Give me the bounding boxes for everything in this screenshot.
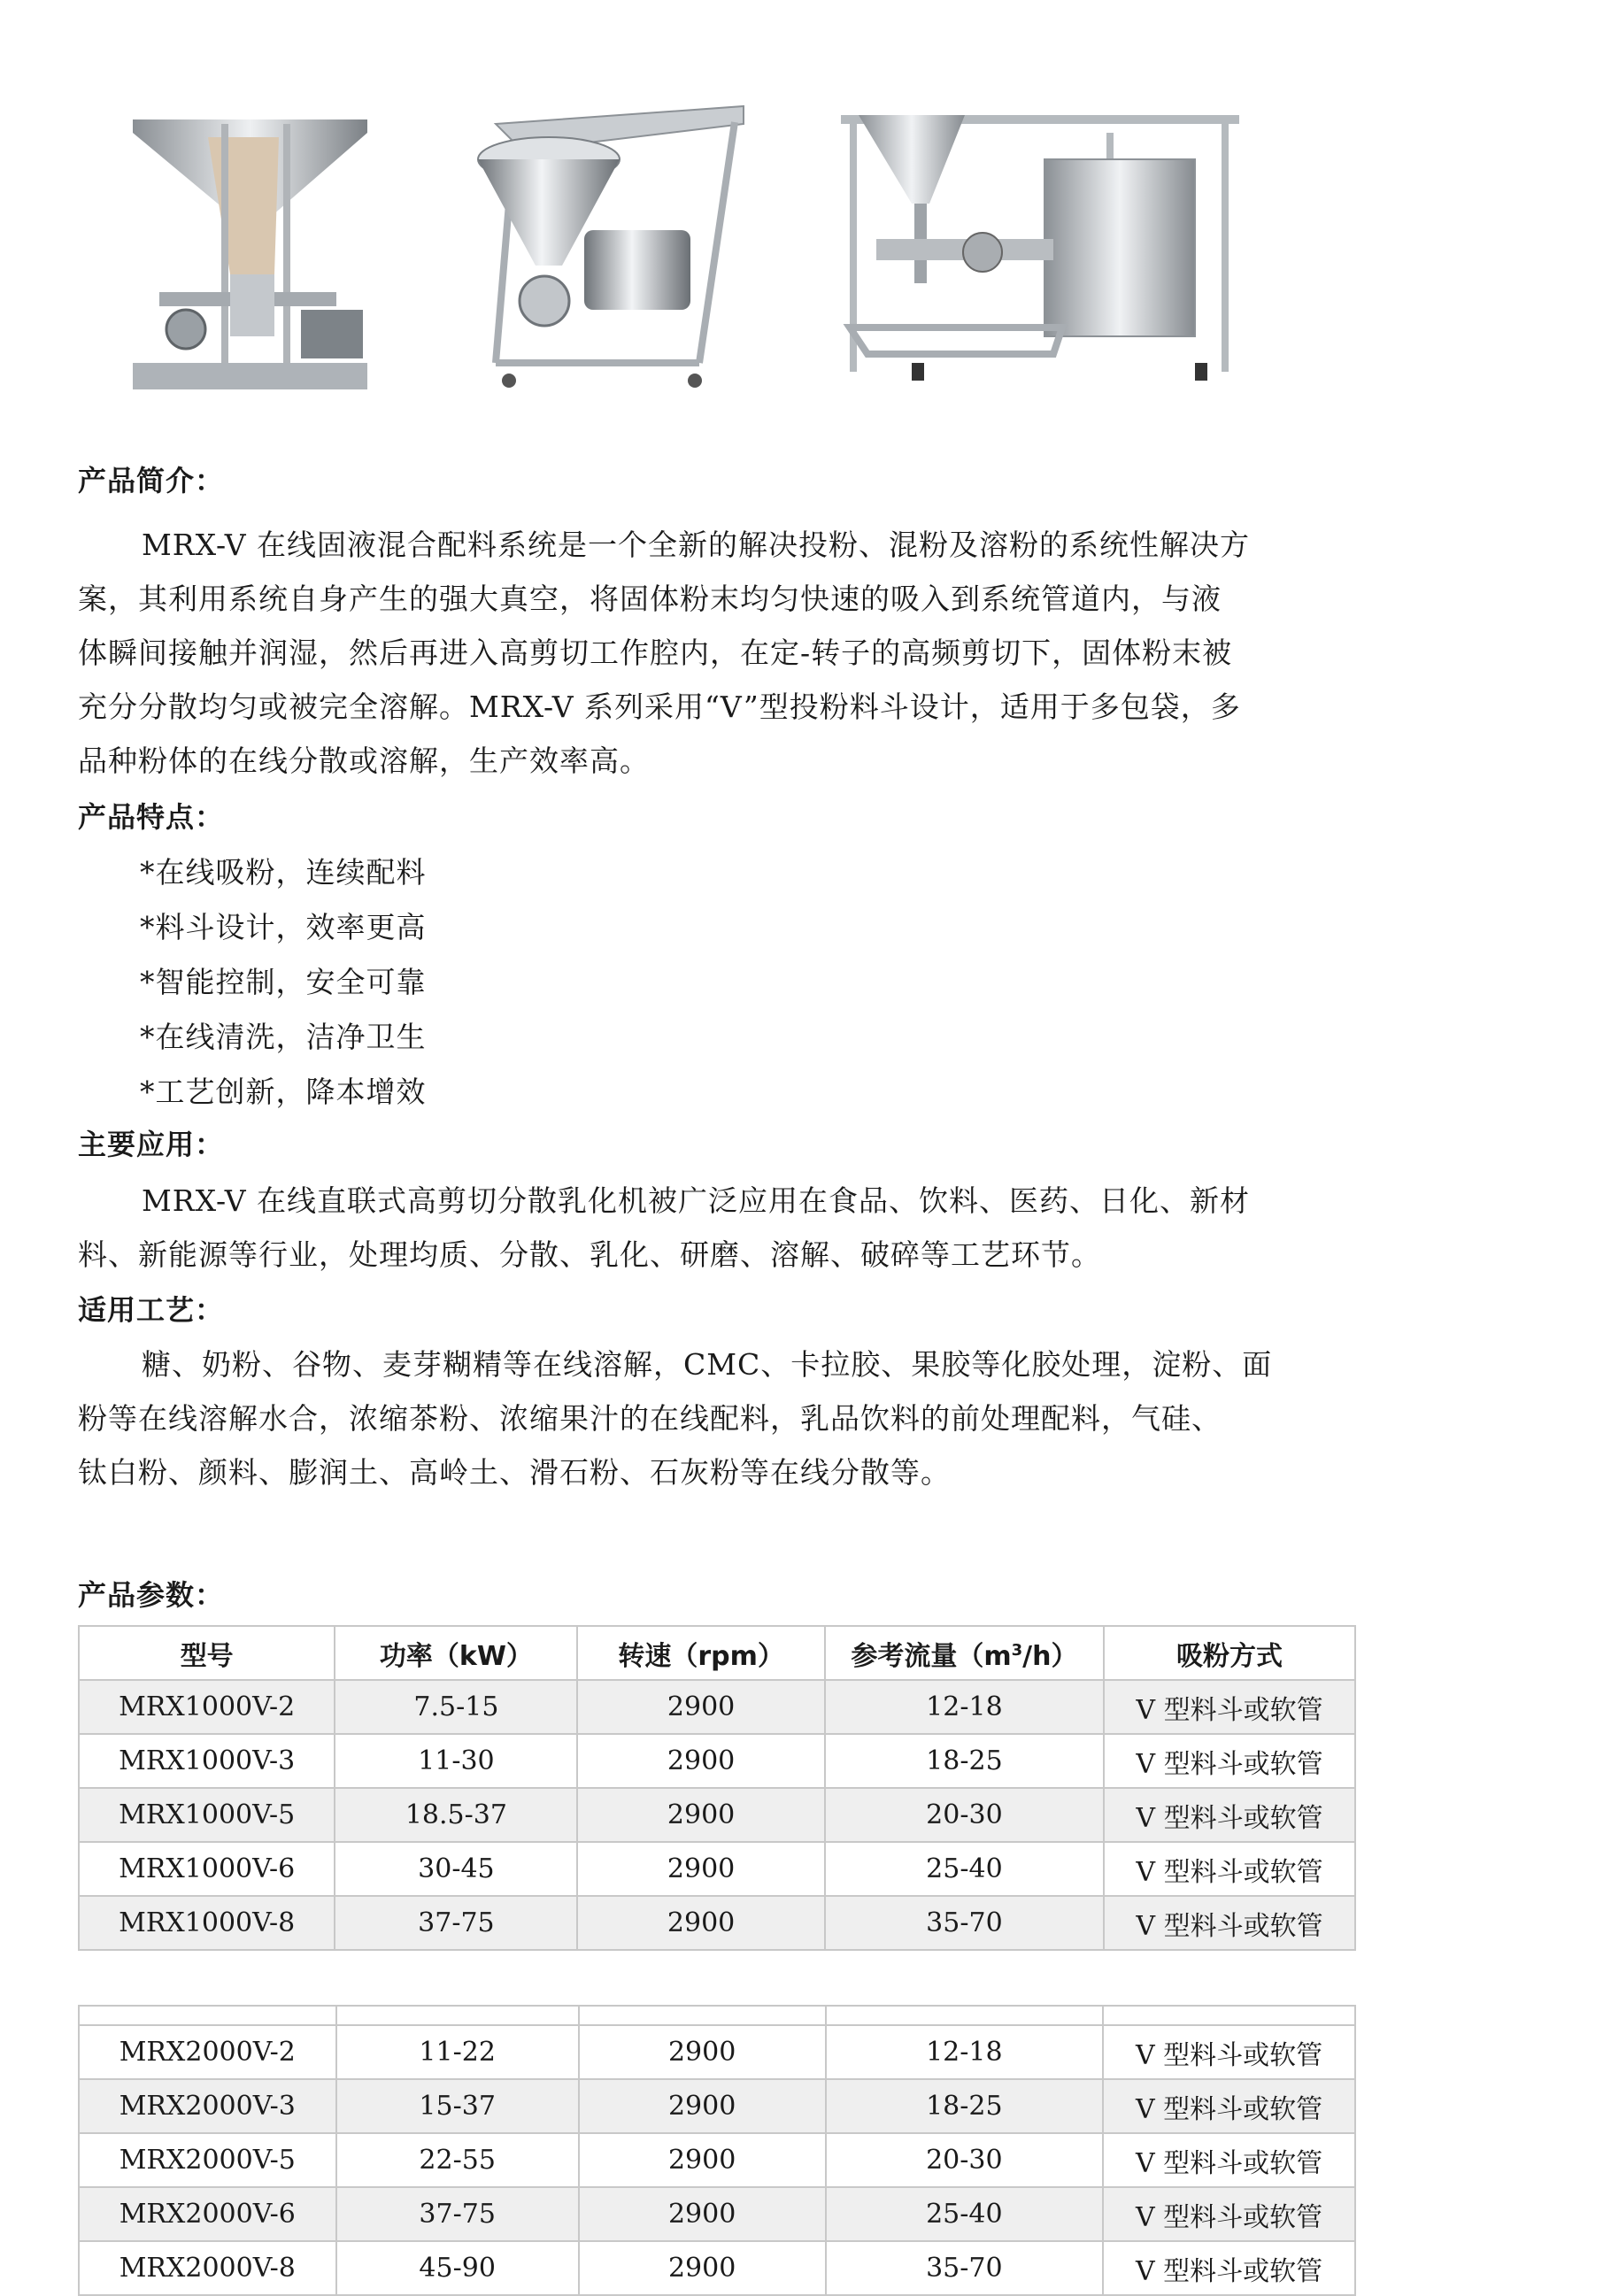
cell-power: 11-22 [336,2025,579,2079]
cell-speed: 2900 [579,2133,826,2187]
intro-paragraph [78,518,1317,788]
cell-power: 11-30 [335,1734,577,1788]
table-row [79,2133,1355,2187]
cell-model: MRX2000V-5 [79,2133,336,2187]
intro-heading: 产品简介： [78,464,225,497]
intro-line: 案，其利用系统自身产生的强大真空，将固体粉末均匀快速的吸入到系统管道内，与液 [78,582,1222,616]
processes-heading: 适用工艺： [78,1293,225,1327]
cell-speed: 2900 [577,1788,824,1842]
col-flow [825,1626,1104,1680]
col-model: 型号 [79,1626,335,1680]
cell-model: MRX2000V-6 [79,2187,336,2241]
cell-speed: 2900 [577,1896,824,1950]
cell-model: MRX1000V-5 [79,1788,335,1842]
params-table-2000 [78,2005,1356,2296]
processes-line: 糖、奶粉、谷物、麦芽糊精等在线溶解，CMC、卡拉胶、果胶等化胶处理，淀粉、面 [142,1347,1273,1382]
col-speed: 转速（rpm） [577,1626,824,1680]
cell-model: MRX1000V-8 [79,1896,335,1950]
intro-line: 品种粉体的在线分散或溶解，生产效率高。 [78,744,650,778]
cell-flow: 35-70 [826,2241,1104,2295]
cell-flow: 35-70 [825,1896,1104,1950]
intro-line: MRX-V 在线固液混合配料系统是一个全新的解决投粉、混粉及溶粉的系统性解决方 [142,528,1251,562]
cell-suction: V 型料斗或软管 [1103,2079,1355,2133]
feature-item: *在线清洗，洁净卫生 [140,1020,427,1054]
applications-line: MRX-V 在线直联式高剪切分散乳化机被广泛应用在食品、饮料、医药、日化、新材 [142,1183,1251,1218]
cell-suction: V 型料斗或软管 [1104,1680,1355,1734]
cell-model: MRX2000V-2 [79,2025,336,2079]
cell-flow: 18-25 [825,1734,1104,1788]
table-row [79,2079,1355,2133]
cell-flow: 18-25 [826,2079,1104,2133]
table-row [79,2187,1355,2241]
cell-flow: 20-30 [825,1788,1104,1842]
params-table-1000 [78,1625,1356,1951]
cell-speed: 2900 [579,2025,826,2079]
cell-flow: 20-30 [826,2133,1104,2187]
params-heading: 产品参数： [78,1578,225,1612]
col-flow-unit: /h） [1022,1640,1078,1672]
cell-flow: 12-18 [826,2025,1104,2079]
col-suction: 吸粉方式 [1104,1626,1355,1680]
cell-speed: 2900 [577,1842,824,1896]
intro-line: 体瞬间接触并润湿，然后再进入高剪切工作腔内，在定-转子的高频剪切下，固体粉末被 [78,636,1233,670]
processes-paragraph [78,1337,1317,1499]
cell-flow: 25-40 [825,1842,1104,1896]
cell-power: 37-75 [335,1896,577,1950]
features-list [140,845,427,1120]
feature-item: *在线吸粉，连续配料 [140,855,427,890]
cell-model: MRX1000V-6 [79,1842,335,1896]
table-row [79,2025,1355,2079]
cell-suction: V 型料斗或软管 [1103,2025,1355,2079]
mixer-cart-photo [460,97,752,389]
table-header-row [79,1626,1355,1680]
applications-heading: 主要应用： [78,1128,225,1161]
cell-flow: 25-40 [826,2187,1104,2241]
processes-line: 粉等在线溶解水合，浓缩茶粉、浓缩果汁的在线配料，乳品饮料的前处理配料，气硅、 [78,1401,1222,1436]
col-flow-label: 参考流量（m [851,1640,1012,1672]
cell-suction: V 型料斗或软管 [1103,2133,1355,2187]
feature-item: *料斗设计，效率更高 [140,910,427,944]
cell-suction: V 型料斗或软管 [1103,2187,1355,2241]
cell-model: MRX1000V-2 [79,1680,335,1734]
features-heading: 产品特点： [78,800,225,834]
cell-power: 22-55 [336,2133,579,2187]
table-spacer-row [79,2006,1355,2025]
cell-flow: 12-18 [825,1680,1104,1734]
col-flow-sup: 3 [1011,1640,1023,1660]
applications-paragraph [78,1174,1317,1282]
cell-suction: V 型料斗或软管 [1104,1842,1355,1896]
table-row [79,2241,1355,2295]
cell-power: 7.5-15 [335,1680,577,1734]
intro-line: 充分分散均匀或被完全溶解。MRX-V 系列采用“V”型投粉料斗设计，适用于多包袋，多 [78,690,1241,724]
cell-suction: V 型料斗或软管 [1103,2241,1355,2295]
cell-speed: 2900 [579,2187,826,2241]
cell-suction: V 型料斗或软管 [1104,1896,1355,1950]
processes-line: 钛白粉、颜料、膨润土、高岭土、滑石粉、石灰粉等在线分散等。 [78,1455,951,1490]
cell-model: MRX1000V-3 [79,1734,335,1788]
cell-power: 45-90 [336,2241,579,2295]
col-power: 功率（kW） [335,1626,577,1680]
feature-item: *工艺创新，降本增效 [140,1075,427,1109]
applications-line: 料、新能源等行业，处理均质、分散、乳化、研磨、溶解、破碎等工艺环节。 [78,1237,1101,1272]
cell-suction: V 型料斗或软管 [1104,1734,1355,1788]
cell-speed: 2900 [579,2241,826,2295]
table-row [79,1734,1355,1788]
feature-item: *智能控制，安全可靠 [140,965,427,999]
hopper-closeup-photo [133,97,367,389]
table-row [79,1896,1355,1950]
cell-power: 30-45 [335,1842,577,1896]
cell-power: 18.5-37 [335,1788,577,1842]
cell-speed: 2900 [577,1734,824,1788]
table-row [79,1680,1355,1734]
cell-suction: V 型料斗或软管 [1104,1788,1355,1842]
cell-power: 15-37 [336,2079,579,2133]
table-row [79,1788,1355,1842]
product-photos [133,97,1266,389]
cell-speed: 2900 [577,1680,824,1734]
cell-power: 37-75 [336,2187,579,2241]
cell-model: MRX2000V-3 [79,2079,336,2133]
cell-model: MRX2000V-8 [79,2241,336,2295]
cell-speed: 2900 [579,2079,826,2133]
mixer-frame-photo [841,97,1239,389]
table-row [79,1842,1355,1896]
